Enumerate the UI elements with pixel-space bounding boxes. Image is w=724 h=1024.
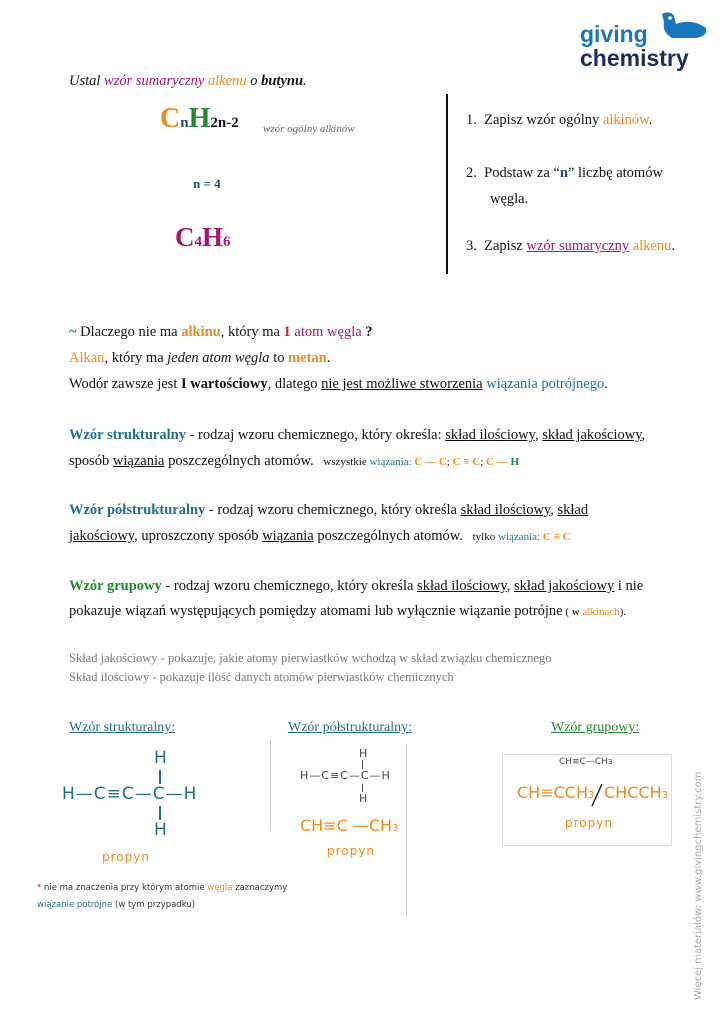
formula-note: wzór ogólny alkinów	[263, 123, 355, 135]
semistructural-bottom-h: H	[359, 792, 368, 805]
semistructural-formula	[300, 747, 400, 807]
def-semistructural-line-2: jakościowy, uproszczony sposób wiązania poszczególnych atomów. tylko wiązania: C ≡ C	[69, 528, 571, 544]
n-value: n = 4	[193, 176, 221, 191]
group-formula-box	[502, 754, 672, 846]
def-group-line-1: Wzór grupowy - rodzaj wzoru chemicznego, który określa skład ilościowy, skład jakościowy i nie	[69, 578, 644, 594]
structural-chain: H—C≡C—C—H	[62, 784, 198, 804]
structural-bond-bottom	[159, 806, 161, 820]
semistructural-top-h: H	[359, 747, 368, 760]
why-line-2: Alkan, który ma jeden atom węgla to metan.	[69, 350, 331, 366]
semistructural-chain: H—C≡C—C—H	[300, 769, 391, 782]
propyn-label-2: propyn	[327, 844, 375, 858]
def-semistructural-line-1: Wzór półstrukturalny - rodzaj wzoru chemicznego, który określa skład ilościowy, skład	[69, 502, 589, 518]
logo-line1: giving	[580, 21, 648, 47]
footnote: * nie ma znaczenia przy którym atomie węgla zaznaczymy wiązanie potrójne (w tym przypadku)	[37, 883, 288, 910]
semistructural-condensed: CH≡C —CH3	[300, 816, 399, 835]
compound-butynu: butynu	[261, 73, 304, 89]
group-formula-2: CHCCH3	[604, 783, 668, 802]
step-2: 2. Podstaw za “n” liczbę atomów węgla.	[466, 165, 663, 207]
why-line-1: ~ Dlaczego nie ma alkinu, który ma 1 atom węgla ?	[69, 324, 373, 340]
flask-logo-icon	[652, 10, 712, 44]
structural-formula	[62, 748, 212, 848]
panel-title-semistructural: Wzór półstrukturalny:	[288, 720, 413, 735]
panel-title-group: Wzór grupowy:	[551, 720, 640, 735]
panel-divider-2	[406, 745, 407, 915]
slash-separator	[591, 783, 603, 807]
structural-bond-top	[159, 770, 161, 784]
step-1: 1. Zapisz wzór ogólny alkinów.	[466, 112, 653, 128]
general-formula: CnH2n-2	[160, 103, 239, 134]
gray-note-2: Skład ilościowy - pokazuje ilość danych atomów pierwiastków chemicznych	[69, 670, 454, 684]
gray-note-1: Skład jakościowy - pokazuje, jakie atomy pierwiastków wchodzą w skład związku chemicznego	[69, 651, 552, 665]
side-website-text: Więcej materiałów: www.givingchemistry.com	[693, 771, 704, 1000]
panel-title-structural: Wzór strukturalny:	[69, 720, 176, 735]
group-small-formula: CH≡C—CH3	[559, 757, 613, 767]
def-structural-line-2: sposób wiązania poszczególnych atomów. wszystkie wiązania: C — C; C ≡ C; C — H	[69, 453, 520, 469]
term-wzor-sumaryczny: wzór sumaryczny	[104, 73, 205, 89]
def-group-line-2: pokazuje wiązań występujących pomiędzy atomami lub wyłącznie wiązanie potrójne ( w alkinach).	[69, 603, 627, 619]
semistructural-bond-top	[362, 760, 363, 769]
logo-line2: chemistry	[580, 45, 689, 71]
propyn-label-3: propyn	[565, 816, 613, 830]
semistructural-bond-bottom	[362, 784, 363, 792]
why-line-3: Wodór zawsze jest I wartościowy, dlatego nie jest możliwe stworzenia wiązania potrójnego.	[69, 376, 608, 392]
panel-divider-1	[270, 740, 271, 830]
result-formula: C4H6	[175, 222, 231, 252]
propyn-label-1: propyn	[102, 850, 150, 864]
step-3: 3. Zapisz wzór sumaryczny alkenu.	[466, 238, 675, 254]
structural-top-h: H	[154, 748, 167, 768]
term-alkenu: alkenu	[207, 73, 247, 89]
task-line: Ustal wzór sumaryczny alkenu o butynu.	[69, 73, 307, 89]
vertical-divider	[446, 94, 448, 274]
structural-bottom-h: H	[154, 820, 167, 840]
def-structural-line-1: Wzór strukturalny - rodzaj wzoru chemicznego, który określa: skład ilościowy, skład jakościowy,	[69, 427, 646, 443]
group-formula-1: CH≡CCH3	[517, 783, 595, 802]
